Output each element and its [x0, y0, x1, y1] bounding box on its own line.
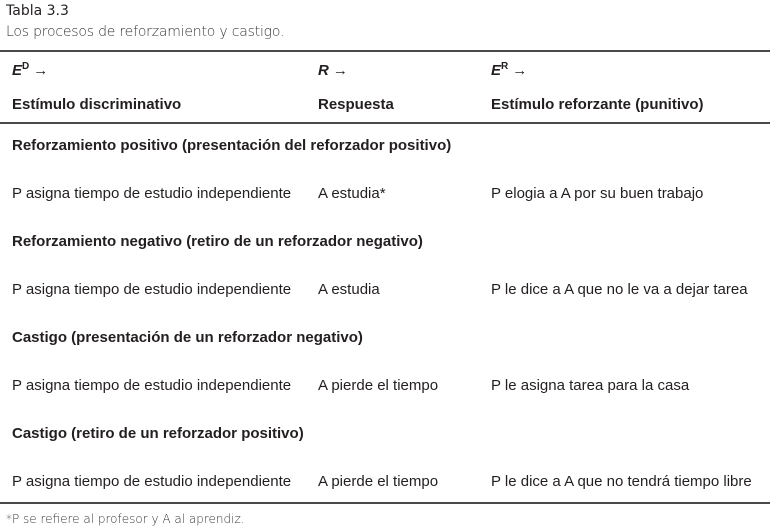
cell-stimulus: P asigna tiempo de estudio independiente	[12, 185, 292, 202]
bottom-rule	[0, 502, 770, 504]
cell-stimulus: P asigna tiempo de estudio independiente	[12, 377, 292, 394]
header-symbol-discriminative	[12, 62, 48, 79]
cell-response: A pierde el tiempo	[318, 473, 439, 490]
right-arrow-icon: →	[33, 62, 49, 79]
header-label-discriminative: Estímulo discriminativo	[12, 96, 182, 113]
header-label-reinforcing: Estímulo reforzante (punitivo)	[491, 96, 704, 113]
table-caption-title: Tabla 3.3	[6, 3, 69, 19]
header-symbol-letter: E	[12, 62, 23, 79]
right-arrow-icon: →	[512, 62, 528, 79]
cell-stimulus: P asigna tiempo de estudio independiente	[12, 281, 292, 298]
section-title: Reforzamiento negativo (retiro de un reforzador negativo)	[12, 233, 423, 250]
cell-response: A estudia*	[318, 185, 386, 202]
section-title: Castigo (retiro de un reforzador positivo)	[12, 425, 304, 442]
table-footnote: *P se refiere al profesor y A al aprendiz.	[6, 512, 245, 526]
header-symbol-letter: E	[491, 62, 502, 79]
cell-consequence: P le dice a A que no tendrá tiempo libre	[491, 473, 752, 490]
header-symbol-reinforcing	[491, 62, 527, 79]
header-symbol-superscript: D	[22, 61, 30, 72]
top-rule	[0, 50, 770, 52]
header-symbol-superscript: R	[501, 61, 509, 72]
cell-stimulus: P asigna tiempo de estudio independiente	[12, 473, 292, 490]
header-label-response: Respuesta	[318, 96, 394, 113]
header-symbol-response	[318, 62, 348, 79]
section-title: Castigo (presentación de un reforzador negativo)	[12, 329, 363, 346]
cell-consequence: P le asigna tarea para la casa	[491, 377, 690, 394]
cell-consequence: P le dice a A que no le va a dejar tarea	[491, 281, 748, 298]
header-rule	[0, 122, 770, 124]
cell-response: A pierde el tiempo	[318, 377, 439, 394]
section-title: Reforzamiento positivo (presentación del reforzador positivo)	[12, 137, 452, 154]
table-caption-subtitle: Los procesos de reforzamiento y castigo.	[6, 24, 285, 40]
right-arrow-icon: →	[332, 62, 348, 79]
cell-response: A estudia	[318, 281, 380, 298]
cell-consequence: P elogia a A por su buen trabajo	[491, 185, 704, 202]
header-symbol-letter: R	[318, 62, 329, 79]
